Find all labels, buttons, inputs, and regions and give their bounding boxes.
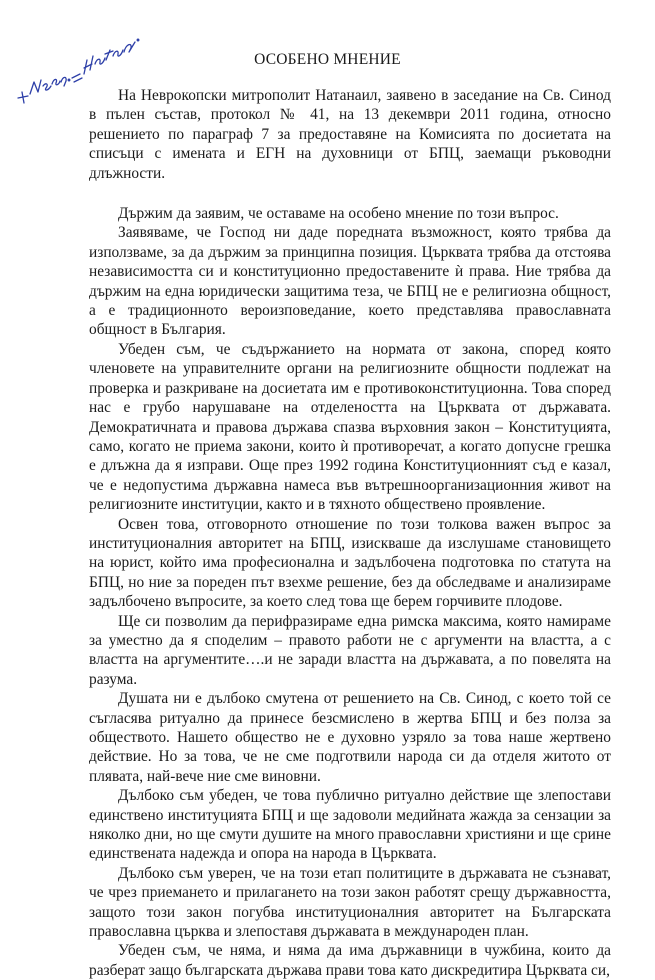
body-paragraph-4: Освен това, отговорното отношение по този толкова важен въпрос за институционалния авторитет на БПЦ, изискваше да изслушаме становището на юрист, който има професионална и задълбочена подготовка по статута на БПЦ, но ние за пореден път взехме решение, без да обследваме и анализираме задълбочено въпросите, за което след това ще берем горчивите плодове. bbox=[89, 515, 611, 611]
document-body bbox=[89, 86, 611, 980]
document-title: ОСОБЕНО МНЕНИЕ bbox=[254, 51, 401, 68]
body-paragraph-3: Убеден съм, че съдържанието на нормата от закона, според която членовете на управителните органи на религиозните общности подлежат на проверка и разкриване на досиетата им е противоконституционна. Това според нас е грубо нарушаване на отделеността на Църквата от държавата. Демократичната и правова държава спазва върховния закон – Конституцията, само, когато не приема закони, които ѝ противоречат, а когато допусне грешка е длъжна да я изправи. Още през 1992 година Конституционният съд е казал, че е недопустима държавна намеса във вътрешноорганизационния живот на религиозните институции, както и в тяхното обществено проявление. bbox=[89, 340, 611, 514]
body-paragraph-1: Държим да заявим, че оставаме на особено мнение по този въпрос. bbox=[118, 205, 559, 223]
body-paragraph-9: Убеден съм, че няма, и няма да има държавници в чужбина, които да разберат защо българската държава прави това като дискредитира Църквата си, bbox=[89, 942, 611, 979]
body-paragraph-5: Ще си позволим да перифразираме една римска максима, която намираме за уместно да я споделим – правото работи не с аргументи на властта, а с властта на аргументите….и не заради властта на държавата, а по повелята на разума. bbox=[89, 612, 611, 688]
body-paragraph-7: Дълбоко съм убеден, че това публично ритуално действие ще злепостави единствено институцията БПЦ и ще задоволи медийната жажда за сензации за няколко дни, но ще смути душите на много православни християни и ще срине единствената надежда и опора на народа в Църквата. bbox=[89, 787, 611, 863]
body-paragraph-2: Заявяваме, че Господ ни даде поредната възможност, която трябва да използваме, за да държим за принципна позиция. Църквата трябва да отстоява независимостта си и конституционно предоставените ѝ права. Ние трябва да държим на една юридически защитима теза, че БПЦ не е религиозна общност, а е традиционното вероизповедание, което представлява православната общност в България. bbox=[89, 224, 611, 339]
body-paragraph-6: Душата ни е дълбоко смутена от решението на Св. Синод, с което той се съгласява ритуално да принесе безсмислено в жертва БПЦ и без полза за обществото. Нашето общество не е духовно узряло за това наше жертвено действие. Но за това, че не сме подготвили народа си да отделя житото от плявата, най-вече ние сме виновни. bbox=[89, 690, 611, 785]
intro-paragraph: На Неврокопски митрополит Натанаил, заявено в заседание на Св. Синод в пълен състав, протокол № 41, на 13 декември 2011 година, относно решението по параграф 7 за предоставяне на Комисията по досиетата на списъци с имената и ЕГН на духовници от БПЦ, заемащи ръководни длъжности. bbox=[89, 87, 611, 182]
body-paragraph-8: Дълбоко съм уверен, че на този етап политиците в държавата не съзнават, че чрез приемането и прилагането на този закон работят срещу държавността, защото този закон погубва институционалния авторитет на Българската православна църква и злепоставя държавата в международен план. bbox=[89, 864, 611, 941]
